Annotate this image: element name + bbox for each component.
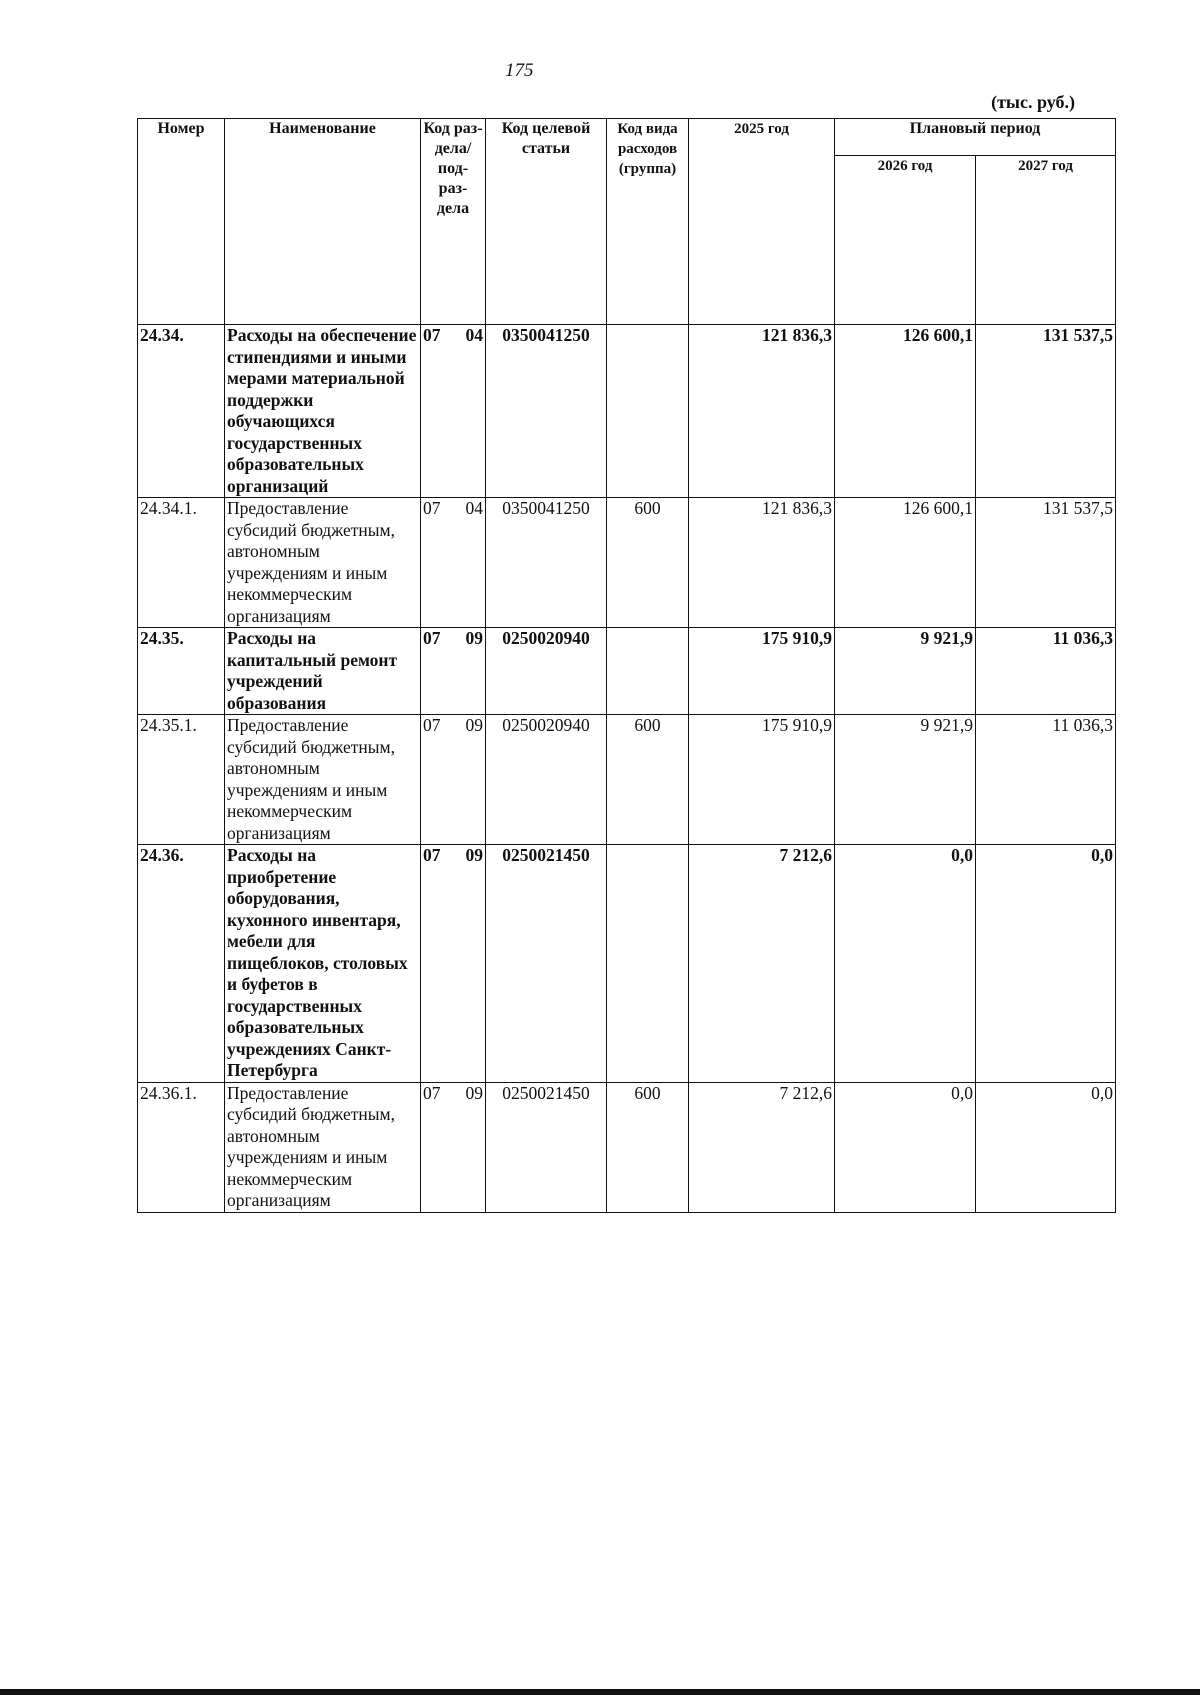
row-section-code	[421, 1082, 486, 1212]
table-row	[138, 325, 1116, 498]
row-number: 24.36.	[138, 845, 225, 1083]
row-section-code	[421, 845, 486, 1083]
row-name: Расходы на приобретение оборудования, кухонного инвентаря, мебели для пищеблоков, столовых и буфетов в государственных образовательных учреждениях Санкт-Петербурга	[225, 845, 421, 1083]
subsection: 09	[465, 628, 483, 648]
row-section-code	[421, 325, 486, 498]
table-row	[138, 845, 1116, 1083]
row-amount-2027: 11 036,3	[976, 628, 1116, 715]
row-amount-2026: 9 921,9	[835, 715, 976, 845]
row-amount-2026: 0,0	[835, 845, 976, 1083]
row-expense-kind	[607, 325, 689, 498]
table-row	[138, 628, 1116, 715]
subsection: 09	[465, 845, 483, 865]
row-amount-2026: 9 921,9	[835, 628, 976, 715]
row-expense-kind: 600	[607, 498, 689, 628]
row-number: 24.34.	[138, 325, 225, 498]
row-section-code	[421, 498, 486, 628]
row-name: Расходы на капитальный ремонт учреждений образования	[225, 628, 421, 715]
row-amount-2025: 7 212,6	[689, 1082, 835, 1212]
row-amount-2025: 121 836,3	[689, 325, 835, 498]
section: 07	[423, 325, 441, 345]
units-label: (тыс. руб.)	[991, 92, 1075, 112]
row-target-code: 0250020940	[486, 628, 607, 715]
table-row	[138, 498, 1116, 628]
row-name: Предоставление субсидий бюджетным, автономным учреждениям и иным некоммерческим организациям	[225, 498, 421, 628]
header-year-2026: 2026 год	[835, 156, 976, 325]
row-name: Расходы на обеспечение стипендиями и иными мерами материальной поддержки обучающихся государственных образовательных организаций	[225, 325, 421, 498]
row-number: 24.35.1.	[138, 715, 225, 845]
row-name: Предоставление субсидий бюджетным, автономным учреждениям и иным некоммерческим организациям	[225, 715, 421, 845]
row-target-code: 0350041250	[486, 325, 607, 498]
subsection: 04	[465, 498, 483, 518]
table-row	[138, 715, 1116, 845]
row-expense-kind	[607, 845, 689, 1083]
table-row	[138, 1082, 1116, 1212]
subsection: 09	[465, 715, 483, 735]
header-section-code: Код раз- дела/ под- раз- дела	[421, 119, 486, 325]
section: 07	[423, 845, 441, 865]
scan-edge-border	[0, 1689, 1200, 1695]
row-expense-kind: 600	[607, 715, 689, 845]
row-name: Предоставление субсидий бюджетным, автономным учреждениям и иным некоммерческим организациям	[225, 1082, 421, 1212]
row-amount-2025: 175 910,9	[689, 715, 835, 845]
row-amount-2026: 0,0	[835, 1082, 976, 1212]
row-target-code: 0250020940	[486, 715, 607, 845]
header-year-2025: 2025 год	[689, 119, 835, 325]
section: 07	[423, 498, 441, 518]
row-number: 24.36.1.	[138, 1082, 225, 1212]
row-section-code	[421, 715, 486, 845]
section: 07	[423, 1082, 441, 1103]
row-expense-kind: 600	[607, 1082, 689, 1212]
row-target-code: 0350041250	[486, 498, 607, 628]
row-number: 24.35.	[138, 628, 225, 715]
row-amount-2025: 7 212,6	[689, 845, 835, 1083]
row-amount-2027: 0,0	[976, 1082, 1116, 1212]
row-amount-2025: 175 910,9	[689, 628, 835, 715]
budget-table	[137, 118, 1116, 1213]
row-amount-2027: 131 537,5	[976, 498, 1116, 628]
row-amount-2026: 126 600,1	[835, 325, 976, 498]
row-target-code: 0250021450	[486, 845, 607, 1083]
header-planned-period: Плановый период	[835, 119, 1116, 156]
subsection: 04	[465, 325, 483, 345]
header-number: Номер	[138, 119, 225, 325]
header-expense-kind: Код вида расходов (группа)	[607, 119, 689, 325]
subsection: 09	[465, 1082, 483, 1103]
header-name: Наименование	[225, 119, 421, 325]
header-year-2027: 2027 год	[976, 156, 1116, 325]
row-number: 24.34.1.	[138, 498, 225, 628]
row-amount-2025: 121 836,3	[689, 498, 835, 628]
section: 07	[423, 715, 441, 735]
row-expense-kind	[607, 628, 689, 715]
row-amount-2027: 11 036,3	[976, 715, 1116, 845]
row-amount-2027: 131 537,5	[976, 325, 1116, 498]
row-amount-2026: 126 600,1	[835, 498, 976, 628]
row-section-code	[421, 628, 486, 715]
row-target-code: 0250021450	[486, 1082, 607, 1212]
page-number: 175	[505, 60, 534, 81]
row-amount-2027: 0,0	[976, 845, 1116, 1083]
section: 07	[423, 628, 441, 648]
header-target-code: Код целевой статьи	[486, 119, 607, 325]
